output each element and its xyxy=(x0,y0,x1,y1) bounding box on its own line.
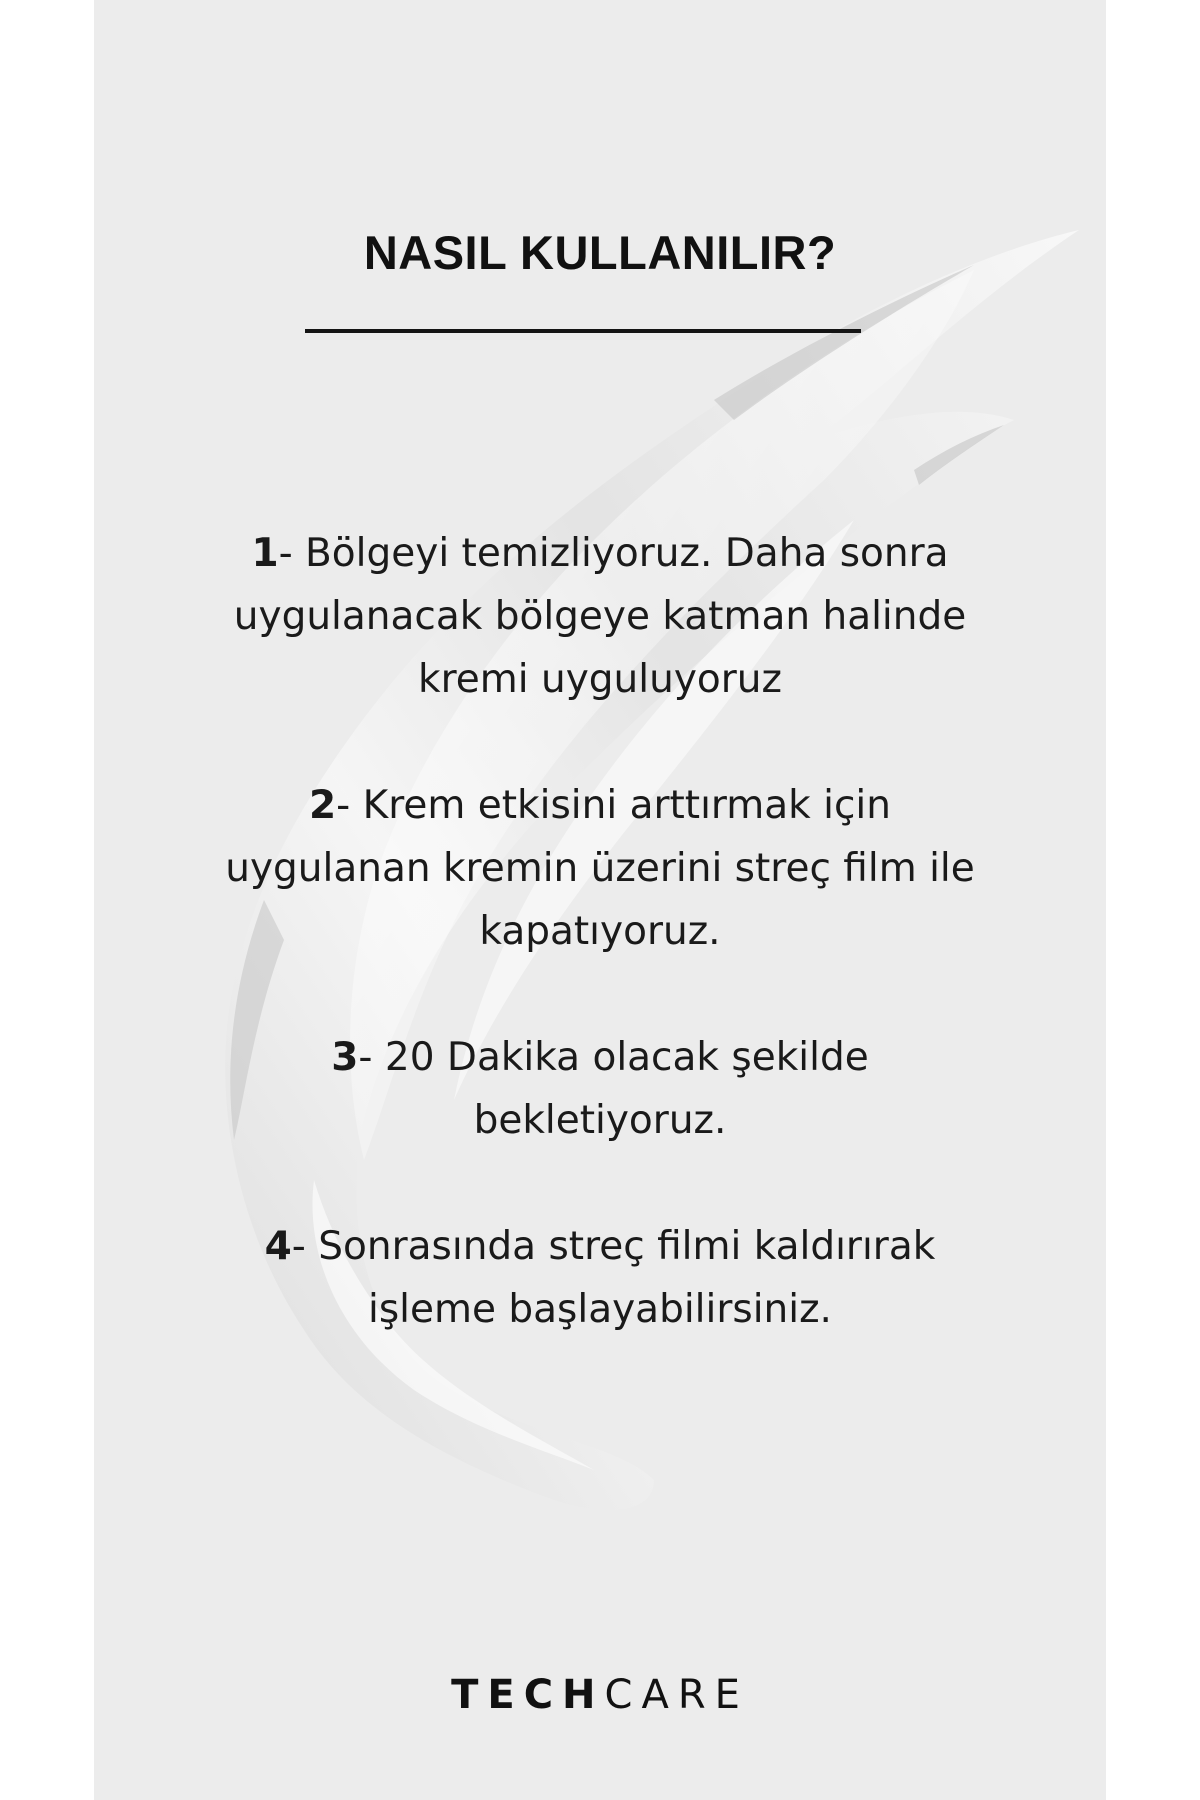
page-title: NASIL KULLANILIR? xyxy=(363,226,837,279)
step-item xyxy=(224,522,976,711)
step-text: - Krem etkisini arttırmak için uygulanan kremin üzerini streç film ile kapatıyoruz. xyxy=(225,783,975,954)
brand-logo-light: CARE xyxy=(604,1672,749,1718)
step-number: 3 xyxy=(331,1035,359,1080)
step-text: - Bölgeyi temizliyoruz. Daha sonra uygulanacak bölgeye katman halinde kremi uyguluyoruz xyxy=(233,531,967,702)
step-number: 2 xyxy=(309,783,337,828)
brand-logo xyxy=(94,1672,1106,1718)
step-item xyxy=(224,1026,976,1152)
title-divider xyxy=(305,329,861,333)
step-item xyxy=(224,774,976,963)
step-text: - Sonrasında streç filmi kaldırırak işleme başlayabilirsiniz. xyxy=(291,1224,936,1332)
step-item xyxy=(224,1215,976,1341)
step-number: 4 xyxy=(264,1224,292,1269)
steps-list xyxy=(224,522,976,1404)
instruction-card xyxy=(94,0,1106,1800)
brand-logo-bold: TECH xyxy=(451,1672,605,1718)
step-number: 1 xyxy=(251,531,279,576)
step-text: - 20 Dakika olacak şekilde bekletiyoruz. xyxy=(358,1035,869,1143)
